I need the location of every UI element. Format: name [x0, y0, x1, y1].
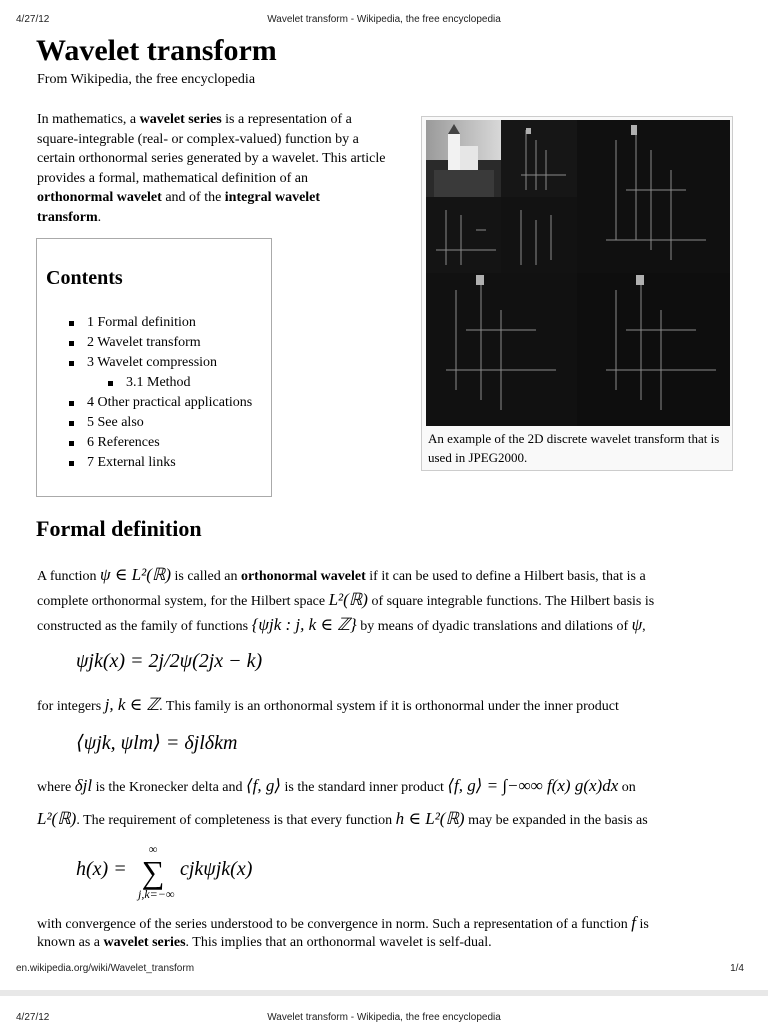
toc-item-references[interactable]: 6 References: [37, 433, 252, 453]
page-subtitle: From Wikipedia, the free encyclopedia: [37, 72, 256, 87]
page-separator: [0, 990, 768, 996]
math-inline: {ψjk : j, k ∈ ℤ}: [251, 615, 357, 634]
math-inline: ⟨f, g⟩ = ∫−∞∞ f(x) g(x)dx: [447, 776, 619, 795]
paragraph-line: with convergence of the series understood to be convergence in norm. Such a representation of a function f is: [37, 913, 649, 932]
paragraph-line: A function ψ ∈ L²(ℝ) is called an orthonormal wavelet if it can be used to define a Hilbert basis, that is a: [37, 565, 646, 584]
figure-caption: An example of the 2D discrete wavelet transform that is used in JPEG2000.: [428, 431, 720, 465]
math-inline: f: [631, 913, 637, 932]
paragraph-line: where δjl is the Kronecker delta and ⟨f, g⟩ is the standard inner product ⟨f, g⟩ = ∫−∞∞ f(x) g(x)dx on: [37, 776, 636, 795]
math-inline: ψ: [631, 615, 643, 634]
page-number: 1/4: [730, 963, 744, 974]
math-inline: L²(ℝ): [328, 590, 368, 609]
next-print-date: 4/27/12: [16, 1012, 50, 1023]
summation-symbol: ∞ ∑ j,k=−∞: [138, 842, 175, 901]
integral-wavelet-transform-link[interactable]: integral wavelet transform: [37, 190, 321, 225]
next-print-title: Wavelet transform - Wikipedia, the free encyclopedia: [267, 1012, 501, 1023]
math-inline: ⟨f, g⟩: [246, 776, 282, 795]
math-inline: j, k ∈ ℤ: [104, 695, 160, 714]
math-inline: h ∈ L²(ℝ): [395, 809, 465, 828]
toc-item-wavelet-transform[interactable]: 2 Wavelet transform: [37, 333, 252, 353]
section-heading-formal-definition: Formal definition: [36, 516, 202, 541]
equation-rhs: cjkψjk(x): [180, 858, 253, 880]
orthonormal-wavelet-term: orthonormal wavelet: [240, 569, 366, 584]
wavelet-series-link[interactable]: wavelet series: [139, 112, 222, 127]
toc-heading: Contents: [46, 267, 123, 289]
page-title: Wavelet transform: [36, 34, 277, 67]
equation-dilation: ψjk(x) = 2j/2ψ(2jx − k): [76, 650, 263, 672]
toc-item-external-links[interactable]: 7 External links: [37, 453, 252, 473]
wavelet-transform-image[interactable]: [426, 120, 730, 426]
figure-thumbnail: [421, 116, 733, 471]
intro-paragraph: In mathematics, a wavelet series is a representation of a square-integrable (real- or complex-valued) function by a certain orthonormal series generated by a wavelet. This article provides a formal, mathematical definition of an orthonormal wavelet and of the integral wavelet transform.: [37, 112, 386, 225]
print-title: Wavelet transform - Wikipedia, the free encyclopedia: [267, 14, 501, 25]
math-inline: L²(ℝ): [37, 809, 77, 828]
paragraph-line: known as a wavelet series. This implies that an orthonormal wavelet is self-dual.: [37, 935, 492, 950]
toc-item-formal-definition[interactable]: 1 Formal definition: [37, 313, 252, 333]
paragraph-line: constructed as the family of functions {ψjk : j, k ∈ ℤ} by means of dyadic translations and dilations of ψ,: [37, 615, 646, 634]
equation-orthonormality: ⟨ψjk, ψlm⟩ = δjlδkm: [76, 732, 238, 754]
equation-lhs: h(x) =: [76, 858, 127, 880]
toc-item-wavelet-compression[interactable]: 3 Wavelet compression: [37, 353, 252, 373]
toc-item-other-applications[interactable]: 4 Other practical applications: [37, 393, 252, 413]
page-url: en.wikipedia.org/wiki/Wavelet_transform: [16, 963, 195, 974]
math-inline: δjl: [74, 776, 93, 795]
paragraph-line: L²(ℝ). The requirement of completeness is that every function h ∈ L²(ℝ) may be expanded in the basis as: [37, 809, 648, 828]
print-date: 4/27/12: [16, 14, 50, 25]
orthonormal-wavelet-link[interactable]: orthonormal wavelet: [37, 190, 162, 205]
math-inline: ψ ∈ L²(ℝ): [100, 565, 171, 584]
paragraph-line: for integers j, k ∈ ℤ. This family is an orthonormal system if it is orthonormal under the inner product: [37, 695, 619, 714]
toc-item-method[interactable]: 3.1 Method: [37, 373, 252, 393]
paragraph-line: complete orthonormal system, for the Hilbert space L²(ℝ) of square integrable functions. The Hilbert basis is: [37, 590, 655, 609]
table-of-contents: [36, 238, 272, 497]
toc-item-see-also[interactable]: 5 See also: [37, 413, 252, 433]
toc-list: [37, 313, 252, 473]
wavelet-series-term: wavelet series: [103, 935, 186, 950]
